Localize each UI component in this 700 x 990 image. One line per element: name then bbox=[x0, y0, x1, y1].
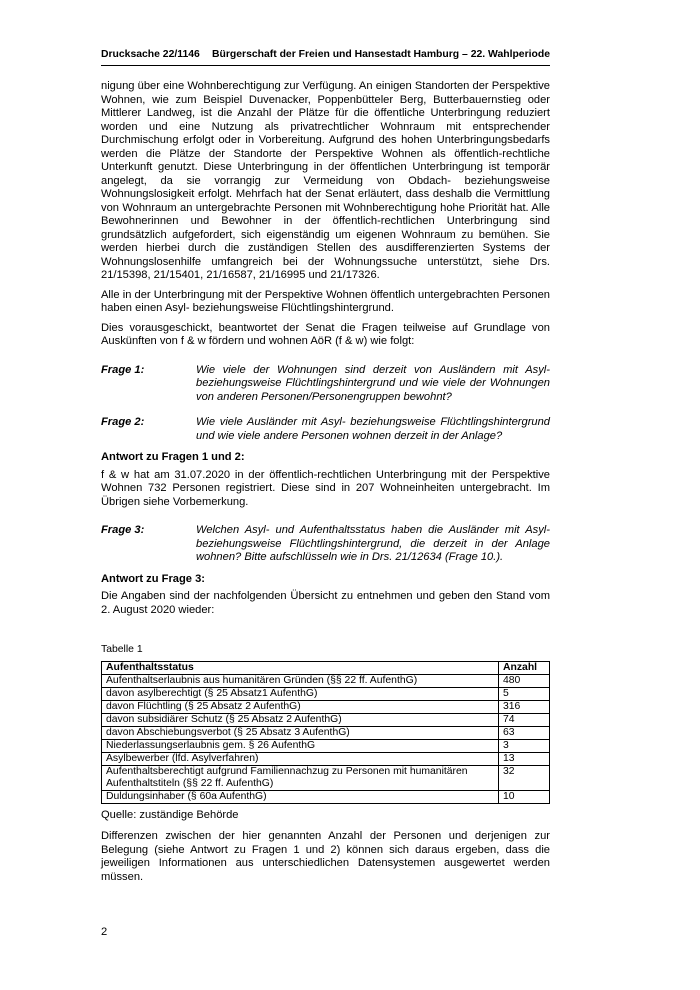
status-cell: Asylbewerber (lfd. Asylverfahren) bbox=[102, 752, 499, 765]
page-header bbox=[101, 49, 550, 60]
question-text: Welchen Asyl- und Aufenthaltsstatus haben die Ausländer mit Asyl- beziehungsweise Flüchtlingshintergrund, die derzeit in der Anlage wohnen? Bitte aufschlüsseln wie in Drs. 21/12634 (Frage 10.). bbox=[196, 524, 550, 563]
question-3 bbox=[101, 524, 550, 565]
table-caption: Tabelle 1 bbox=[101, 644, 143, 655]
status-cell: Aufenthaltserlaubnis aus humanitären Gründen (§§ 22 ff. AufenthG) bbox=[102, 674, 499, 687]
table-row bbox=[102, 765, 550, 790]
page-number: 2 bbox=[101, 926, 108, 938]
question-label: Frage 1: bbox=[101, 363, 145, 376]
status-cell: davon asylberechtigt (§ 25 Absatz1 AufenthG) bbox=[102, 687, 499, 700]
count-cell: 74 bbox=[499, 713, 550, 726]
table-row bbox=[102, 713, 550, 726]
count-cell: 63 bbox=[499, 726, 550, 739]
answer-1-2-heading: Antwort zu Fragen 1 und 2: bbox=[101, 451, 245, 463]
intro-paragraph-1: nigung über eine Wohnberechtigung zur Verfügung. An einigen Standorten der Perspektive Wohnen, wie zum Beispiel Duvenacker, Poppenbütteler Berg, Butterbauernstieg oder Mittlerer Landweg, ist die Anzahl der Plätze für die öffentliche Unterbringung reduziert worden und eine Nutzung als privatrechtlicher Wohnraum mit entsprechender Durchmischung erfolgt oder in Vorbereitung. Aufgrund des hohen Unterbringungsbedarfs werden die Plätze der Standorte der Perspektive Wohnen als öffentlich-rechtliche Unterkunft genutzt. Diese Unterbringung in der öffentlichen Unterbringung ist temporär angelegt, da sie vorrangig zur Vermeidung von Obdach- beziehungsweise Wohnungslosigkeit erfolgt. Mehrfach hat der Senat erläutert, dass deshalb die Vermittlung von Wohnraum an untergebrachte Personen mit Wohnberechtigung hohe Priorität hat. Alle Bewohnerinnen und Bewohner in der öffentlich-rechtlichen Unterbringung sind grundsätzlich aufgefordert, sich eigenständig um eigenen Wohnraum zu bemühen. Sie werden hierbei durch die zuständigen Stellen des ausdifferenzierten Systems der Wohnungslosenhilfe umfangreich bei der Wohnungssuche unterstützt, siehe Drs. 21/15398, 21/15401, 21/16587, 21/16995 und 21/17326. bbox=[101, 80, 550, 281]
table-source: Quelle: zuständige Behörde bbox=[101, 808, 239, 821]
column-header-count: Anzahl bbox=[499, 661, 550, 674]
question-label: Frage 3: bbox=[101, 524, 145, 536]
count-cell: 480 bbox=[499, 674, 550, 687]
table-row bbox=[102, 700, 550, 713]
intro-paragraph-3: Dies vorausgeschickt, beantwortet der Senat die Fragen teilweise auf Grundlage von Auskünften von f & w fördern und wohnen AöR (f & w) wie folgt: bbox=[101, 321, 550, 347]
count-cell: 3 bbox=[499, 739, 550, 752]
status-cell: davon Abschiebungsverbot (§ 25 Absatz 3 AufenthG) bbox=[102, 726, 499, 739]
question-2 bbox=[101, 416, 550, 443]
institution-name: Bürgerschaft der Freien und Hansestadt Hamburg – 22. Wahlperiode bbox=[212, 49, 550, 60]
status-cell: davon subsidiärer Schutz (§ 25 Absatz 2 AufenthG) bbox=[102, 713, 499, 726]
status-cell: Duldungsinhaber (§ 60a AufenthG) bbox=[102, 790, 499, 803]
closing-paragraph: Differenzen zwischen der hier genannten Anzahl der Personen und derjenigen zur Belegung (siehe Antwort zu Fragen 1 und 2) können sich daraus ergeben, dass die jeweiligen Informationen aus unterschiedlichen Datensystemen ausgewertet werden müssen. bbox=[101, 830, 550, 883]
table-row bbox=[102, 687, 550, 700]
count-cell: 10 bbox=[499, 790, 550, 803]
answer-3-heading: Antwort zu Frage 3: bbox=[101, 572, 205, 585]
status-cell: Niederlassungserlaubnis gem. § 26 AufenthG bbox=[102, 739, 499, 752]
intro-paragraph-2: Alle in der Unterbringung mit der Perspektive Wohnen öffentlich untergebrachten Personen haben einen Asyl- beziehungsweise Flüchtlingshintergrund. bbox=[101, 288, 550, 314]
table-row bbox=[102, 752, 550, 765]
table-row bbox=[102, 726, 550, 739]
doc-number: Drucksache 22/1146 bbox=[101, 49, 200, 60]
question-text: Wie viele Ausländer mit Asyl- beziehungsweise Flüchtlingshintergrund und wie viele andere Personen wohnen derzeit in der Anlage? bbox=[196, 416, 550, 442]
answer-3-text: Die Angaben sind der nachfolgenden Übersicht zu entnehmen und geben den Stand vom 2. August 2020 wieder: bbox=[101, 590, 550, 616]
table-row bbox=[102, 674, 550, 687]
answer-1-2-text: f & w hat am 31.07.2020 in der öffentlich-rechtlichen Unterbringung mit der Perspektive Wohnen 732 Personen registriert. Diese sind in 207 Wohneinheiten untergebracht. Im Übrigen siehe Vorbemerkung. bbox=[101, 468, 550, 508]
count-cell: 5 bbox=[499, 687, 550, 700]
header-divider bbox=[101, 65, 550, 66]
table-header-row bbox=[102, 661, 550, 674]
status-cell: Aufenthaltsberechtigt aufgrund Familiennachzug zu Personen mit humanitären Aufenthaltstiteln (§§ 22 ff. AufenthG) bbox=[102, 765, 499, 790]
question-label: Frage 2: bbox=[101, 416, 145, 428]
table-row bbox=[102, 790, 550, 803]
main-content bbox=[101, 80, 550, 884]
table-row bbox=[102, 739, 550, 752]
count-cell: 32 bbox=[499, 765, 550, 790]
count-cell: 316 bbox=[499, 700, 550, 713]
count-cell: 13 bbox=[499, 752, 550, 765]
status-cell: davon Flüchtling (§ 25 Absatz 2 AufenthG) bbox=[102, 700, 499, 713]
residence-status-table bbox=[101, 661, 550, 804]
column-header-status: Aufenthaltsstatus bbox=[102, 661, 499, 674]
question-1 bbox=[101, 364, 550, 405]
question-text: Wie viele der Wohnungen sind derzeit von Ausländern mit Asyl- beziehungsweise Flüchtlingshintergrund und wie viele der Wohnungen von anderen Personen/Personengruppen bewohnt? bbox=[196, 363, 550, 403]
